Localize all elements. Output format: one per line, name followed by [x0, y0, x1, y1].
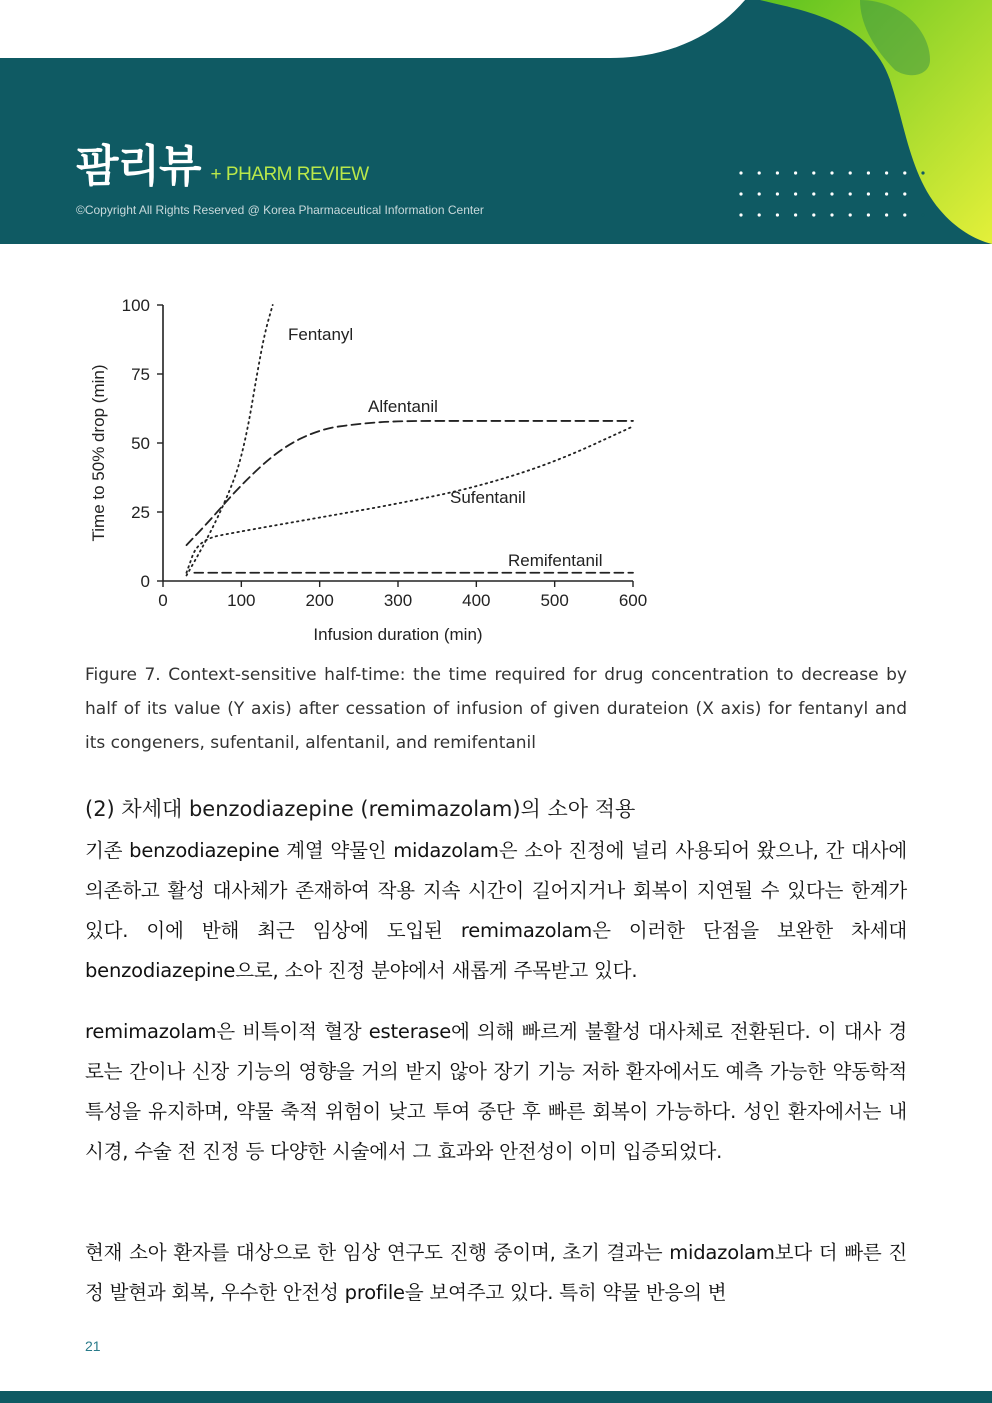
series-label-alfentanil: Alfentanil — [368, 397, 438, 416]
decoration-dot — [812, 213, 815, 216]
context-sensitive-halftime-chart — [80, 288, 680, 648]
section-heading: (2) 차세대 benzodiazepine (remimazolam)의 소아 적용 — [85, 797, 636, 821]
page-number: 21 — [85, 1338, 101, 1354]
body-paragraph: 현재 소아 환자를 대상으로 한 임상 연구도 진행 중이며, 초기 결과는 midazolam보다 더 빠른 진정 발현과 회복, 우수한 안전성 profile을 보여주고 있다. 특히 약물 반응의 변 — [85, 1241, 907, 1304]
decoration-dot — [849, 213, 852, 216]
decoration-dot — [921, 192, 924, 195]
decoration-dot — [849, 192, 852, 195]
decoration-dot — [758, 171, 761, 174]
decoration-dot — [830, 192, 833, 195]
decoration-dot — [776, 192, 779, 195]
y-tick-label: 50 — [131, 434, 150, 453]
decoration-dot — [758, 213, 761, 216]
decoration-dot — [885, 171, 888, 174]
decoration-dot — [885, 192, 888, 195]
x-tick-label: 100 — [227, 591, 256, 610]
decoration-dot — [794, 213, 797, 216]
decoration-dot — [921, 213, 924, 216]
decoration-dot — [921, 171, 924, 174]
x-tick-label: 200 — [305, 591, 334, 610]
brand-korean: 팜리뷰 — [76, 141, 201, 192]
series-label-sufentanil: Sufentanil — [450, 488, 526, 507]
dot-grid-decoration — [737, 170, 937, 220]
decoration-dot — [739, 213, 742, 216]
decoration-dot — [758, 192, 761, 195]
decoration-dot — [812, 192, 815, 195]
x-tick-label: 500 — [540, 591, 569, 610]
y-tick-label: 25 — [131, 503, 150, 522]
decoration-dot — [903, 213, 906, 216]
decoration-dot — [903, 192, 906, 195]
decoration-dot — [885, 213, 888, 216]
decoration-dot — [830, 213, 833, 216]
decoration-dot — [776, 213, 779, 216]
copyright-text: ©Copyright All Rights Reserved @ Korea Pharmaceutical Information Center — [76, 203, 484, 217]
decoration-dot — [867, 171, 870, 174]
series-label-fentanyl: Fentanyl — [288, 325, 354, 344]
y-tick-label: 100 — [121, 296, 150, 315]
y-tick-label: 75 — [131, 365, 150, 384]
decoration-dot — [812, 171, 815, 174]
brand-title — [76, 142, 369, 192]
decoration-dot — [867, 192, 870, 195]
decoration-dot — [830, 171, 833, 174]
body-paragraph: 기존 benzodiazepine 계열 약물인 midazolam은 소아 진정에 널리 사용되어 왔으나, 간 대사에 의존하고 활성 대사체가 존재하여 작용 지속 시간이 길어지거나 회복이 지연될 수 있다는 한계가 있다. 이에 반해 최근 임상에 도입된 remimazolam은 이러한 단점을 보완한 차세대 benzodiazepine으로, 소아 진정 분야에서 새롭게 주목받고 있다. — [85, 839, 907, 982]
x-tick-label: 600 — [618, 591, 648, 610]
series-label-remifentanil: Remifentanil — [508, 551, 603, 570]
decoration-dot — [903, 171, 906, 174]
decoration-dot — [739, 171, 742, 174]
brand-english: + PHARM REVIEW — [210, 164, 369, 185]
decoration-dot — [776, 171, 779, 174]
footer-bar — [0, 1391, 992, 1403]
body-paragraph: remimazolam은 비특이적 혈장 esterase에 의해 빠르게 불활성 대사체로 전환된다. 이 대사 경로는 간이나 신장 기능의 영향을 거의 받지 않아 장기 기능 저하 환자에서도 예측 가능한 약동학적 특성을 유지하며, 약물 축적 위험이 낮고 투여 중단 후 빠른 회복이 가능하다. 성인 환자에서는 내시경, 수술 전 진정 등 다양한 시술에서 그 효과와 안전성이 이미 입증되었다. — [85, 1020, 907, 1163]
decoration-dot — [794, 192, 797, 195]
x-axis-label: Infusion duration (min) — [313, 625, 483, 644]
series-line-alfentanil — [187, 421, 634, 545]
series-line-fentanyl — [187, 305, 273, 575]
x-tick-label: 0 — [158, 591, 168, 610]
x-tick-label: 400 — [462, 591, 491, 610]
decoration-dot — [849, 171, 852, 174]
decoration-dot — [867, 213, 870, 216]
decoration-dot — [794, 171, 797, 174]
x-tick-label: 300 — [383, 591, 413, 610]
y-axis-label: Time to 50% drop (min) — [89, 364, 108, 542]
y-tick-label: 0 — [140, 572, 150, 591]
decoration-dot — [739, 192, 742, 195]
figure-caption: Figure 7. Context-sensitive half-time: the time required for drug concentration to decrease by half of its value (Y axis) after cessation of infusion of given durateion (X axis) for fentanyl and its congeners, sufentanil, alfentanil, and remifentanil — [85, 665, 907, 753]
